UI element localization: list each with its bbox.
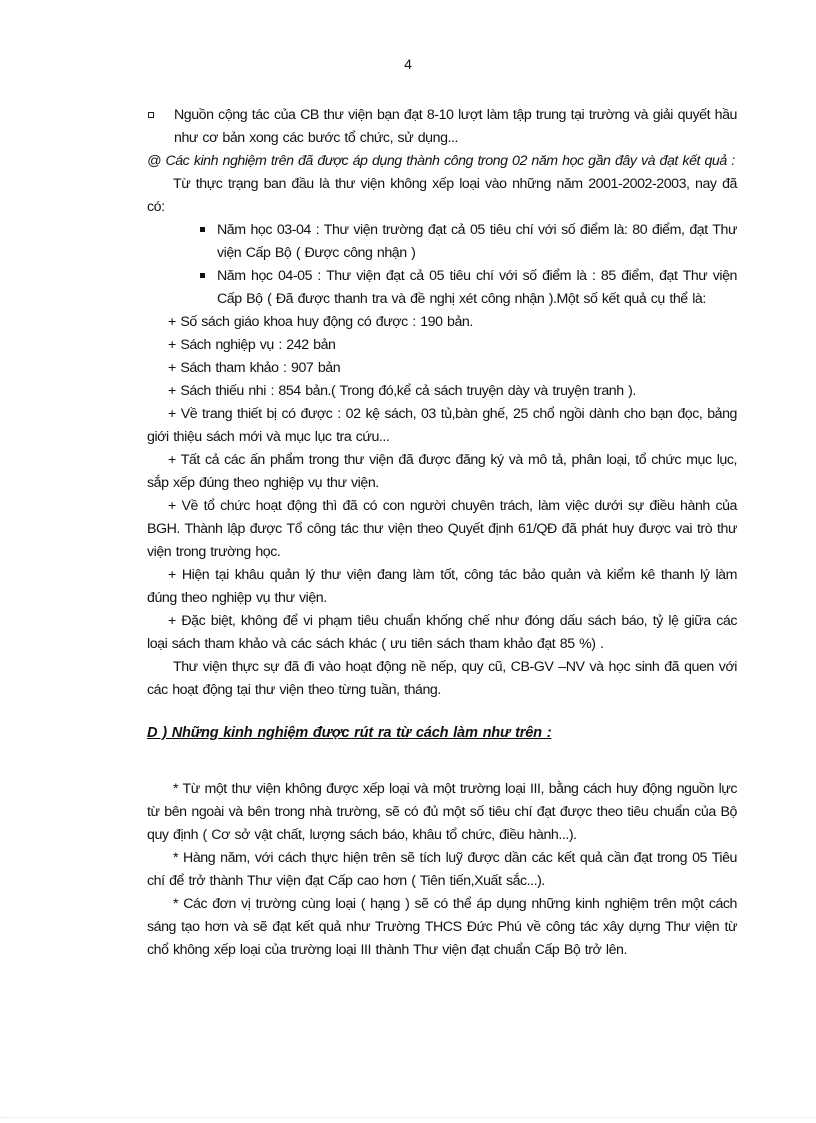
page-bottom-divider [0,1117,816,1119]
result-list-item: + Đặc biệt, không để vi phạm tiêu chuẩn khống chế như đóng dấu sách báo, tỷ lệ giữa các loại sách tham khảo và các sách khác ( ưu tiên sách tham khảo đạt 85 %) . [147,613,737,652]
paragraph-text: Nguồn cộng tác của CB thư viện bạn đạt 8-10 lượt làm tập trung tại trường và giải quyết hầu như cơ bản xong các bước tổ chức, sử dụng... [174,107,737,146]
document-body [147,104,737,962]
result-list-item: + Sách nghiệp vụ : 242 bản [168,337,336,353]
result-bullet-item [147,219,737,265]
summary-paragraph: Thư viện thực sự đã đi vào hoạt động nề nếp, quy cũ, CB-GV –NV và học sinh đã quen với các hoạt động tại thư viện theo từng tuần, tháng. [147,659,737,698]
lesson-paragraph: * Các đơn vị trường cùng loại ( hạng ) sẽ có thể áp dụng những kinh nghiệm trên một cách sáng tạo hơn và sẽ đạt kết quả như Trường THCS Đức Phú về công tác xây dựng Thư viện từ chổ không xếp loại của trường loại III thành Thư viện đạt chuẩn Cấp Bộ trở lên. [147,896,737,958]
result-bullet-text: Năm học 04-05 : Thư viện đạt cả 05 tiêu chí với số điểm là : 85 điểm, đạt Thư viện Cấp Bộ ( Đã được thanh tra và đề nghị xét công nhận ).Một số kết quả cụ thể là: [217,268,737,307]
result-list-item: + Sách thiếu nhi : 854 bản.( Trong đó,kể cả sách truyện dày và truyện tranh ). [168,383,636,399]
filled-bullet-icon [200,227,205,232]
lesson-paragraph: * Hàng năm, với cách thực hiện trên sẽ tích luỹ được dần các kết quả cần đạt trong 05 Tiêu chí để trở thành Thư viện đạt Cấp cao hơn ( Tiên tiến,Xuất sắc...). [147,850,737,889]
square-bullet-icon [148,112,154,118]
result-bullet-item [147,265,737,311]
result-list-item: + Về tổ chức hoạt động thì đã có con người chuyên trách, làm việc dưới sự điều hành của BGH. Thành lập được Tổ công tác thư viện theo Quyết định 61/QĐ đã phát huy được vai trò thư viện trong trường học. [147,498,737,560]
page-number: 4 [404,56,412,72]
results-intro: @ Các kinh nghiệm trên đã được áp dụng thành công trong 02 năm học gần đây và đạt kết quả : [147,153,735,169]
result-list-item: + Số sách giáo khoa huy động có được : 190 bản. [168,314,473,330]
result-list-item: + Về trang thiết bị có được : 02 kệ sách, 03 tủ,bàn ghế, 25 chổ ngồi dành cho bạn đọc, bảng giới thiệu sách mới và mục lục tra cứu... [147,406,737,445]
lesson-paragraph: * Từ một thư viện không được xếp loại và một trường loại III, bằng cách huy động nguồn lực từ bên ngoài và bên trong nhà trường, sẽ có đủ một số tiêu chí đạt được theo tiêu chuẩn của Bộ quy định ( Cơ sở vật chất, lượng sách báo, khâu tổ chức, điều hành...). [147,781,737,843]
status-paragraph: Từ thực trạng ban đầu là thư viện không xếp loại vào những năm 2001-2002-2003, nay đã có: [147,176,737,215]
result-bullet-text: Năm học 03-04 : Thư viện trường đạt cả 05 tiêu chí với số điểm là: 80 điểm, đạt Thư viện Cấp Bộ ( Được công nhận ) [217,222,737,261]
square-bullet-paragraph [147,104,737,150]
filled-bullet-icon [200,273,205,278]
result-list-item: + Hiện tại khâu quản lý thư viện đang làm tốt, công tác bảo quản và kiểm kê thanh lý làm đúng theo nghiệp vụ thư viện. [147,567,737,606]
result-list-item: + Sách tham khảo : 907 bản [168,360,341,376]
section-heading: D ) Những kinh nghiệm được rút ra từ cách làm như trên : [147,725,552,741]
result-list-item: + Tất cả các ấn phẩm trong thư viện đã được đăng ký và mô tả, phân loại, tổ chức mục lục, sắp xếp đúng theo nghiệp vụ thư viện. [147,452,737,491]
